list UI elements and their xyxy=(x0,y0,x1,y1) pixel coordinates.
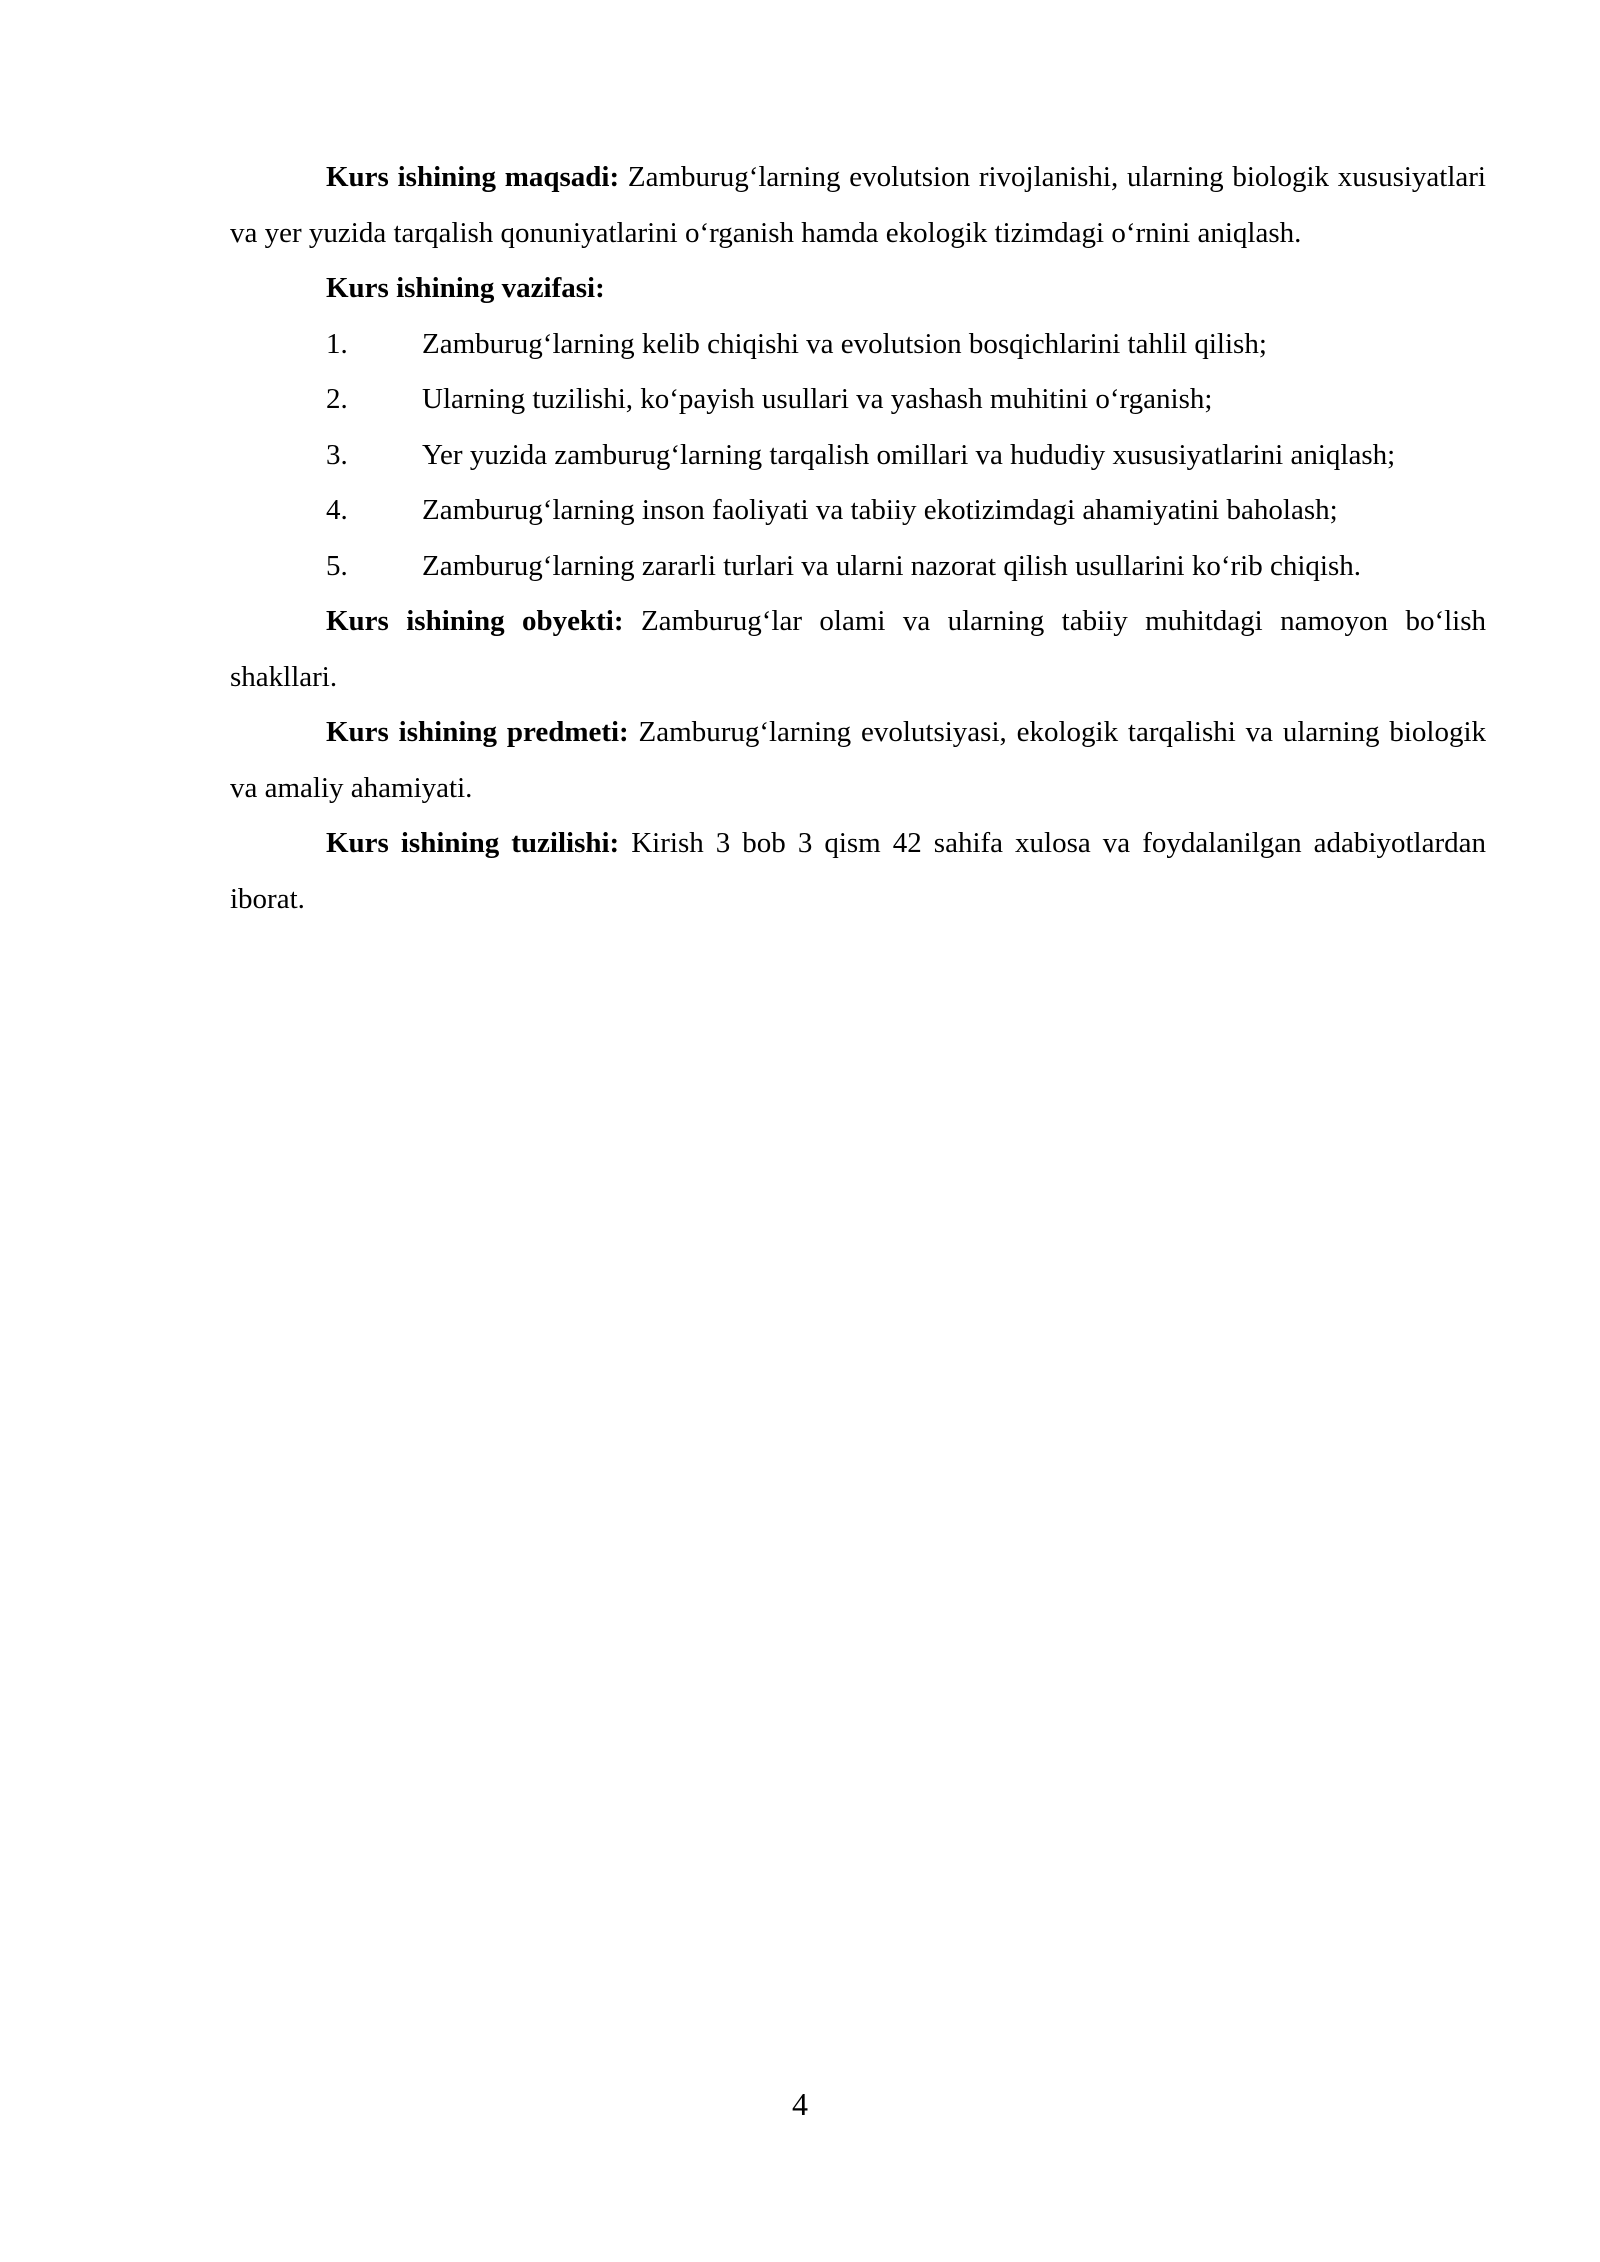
object-text: Zamburug‘lar olami va ularning tabiiy muhitdagi namoyon bo‘lish shakllari. xyxy=(230,605,1487,693)
subject-label: Kurs ishining predmeti: xyxy=(326,716,629,748)
goal-paragraph xyxy=(230,150,1486,261)
tasks-label: Kurs ishining vazifasi: xyxy=(326,272,605,304)
list-item xyxy=(230,317,1486,373)
list-item-number: 5. xyxy=(326,549,348,582)
list-item-text: Zamburug‘larning inson faoliyati va tabiiy ekotizimdagi ahamiyatini baholash; xyxy=(422,494,1338,526)
structure-paragraph xyxy=(230,816,1486,927)
structure-text: Kirish 3 bob 3 qism 42 sahifa xulosa va foydalanilgan adabiyotlardan iborat. xyxy=(230,827,1486,915)
object-label: Kurs ishining obyekti: xyxy=(326,605,624,637)
list-item xyxy=(230,483,1486,539)
list-item xyxy=(230,372,1486,428)
subject-text: Zamburug‘larning evolutsiyasi, ekologik tarqalishi va ularning biologik va amaliy ahamiyati. xyxy=(230,716,1486,804)
tasks-heading xyxy=(230,261,1486,317)
list-item-number: 1. xyxy=(326,327,348,360)
list-item-text: Yer yuzida zamburug‘larning tarqalish omillari va hududiy xususiyatlarini aniqlash; xyxy=(422,438,1396,471)
list-item-text: Zamburug‘larning kelib chiqishi va evolutsion bosqichlarini tahlil qilish; xyxy=(422,327,1267,360)
list-item xyxy=(230,539,1486,595)
list-item-number: 4. xyxy=(326,494,348,526)
goal-label: Kurs ishining maqsadi: xyxy=(326,161,620,193)
list-item-text: Ularning tuzilishi, ko‘payish usullari va yashash muhitini o‘rganish; xyxy=(422,383,1213,415)
structure-label: Kurs ishining tuzilishi: xyxy=(326,827,620,859)
page-number: 4 xyxy=(792,2086,808,2122)
subject-paragraph xyxy=(230,705,1486,816)
list-item-number: 2. xyxy=(326,383,348,415)
document-body xyxy=(230,150,1486,927)
list-item-text: Zamburug‘larning zararli turlari va ularni nazorat qilish usullarini ko‘rib chiqish. xyxy=(422,549,1361,582)
list-item-number: 3. xyxy=(326,438,348,471)
goal-text: Zamburug‘larning evolutsion rivojlanishi, ularning biologik xususiyatlari va yer yuzida tarqalish qonuniyatlarini o‘rganish hamda ekologik tizimdagi o‘rnini aniqlash. xyxy=(230,161,1486,249)
list-item xyxy=(230,428,1486,484)
object-paragraph xyxy=(230,594,1486,705)
